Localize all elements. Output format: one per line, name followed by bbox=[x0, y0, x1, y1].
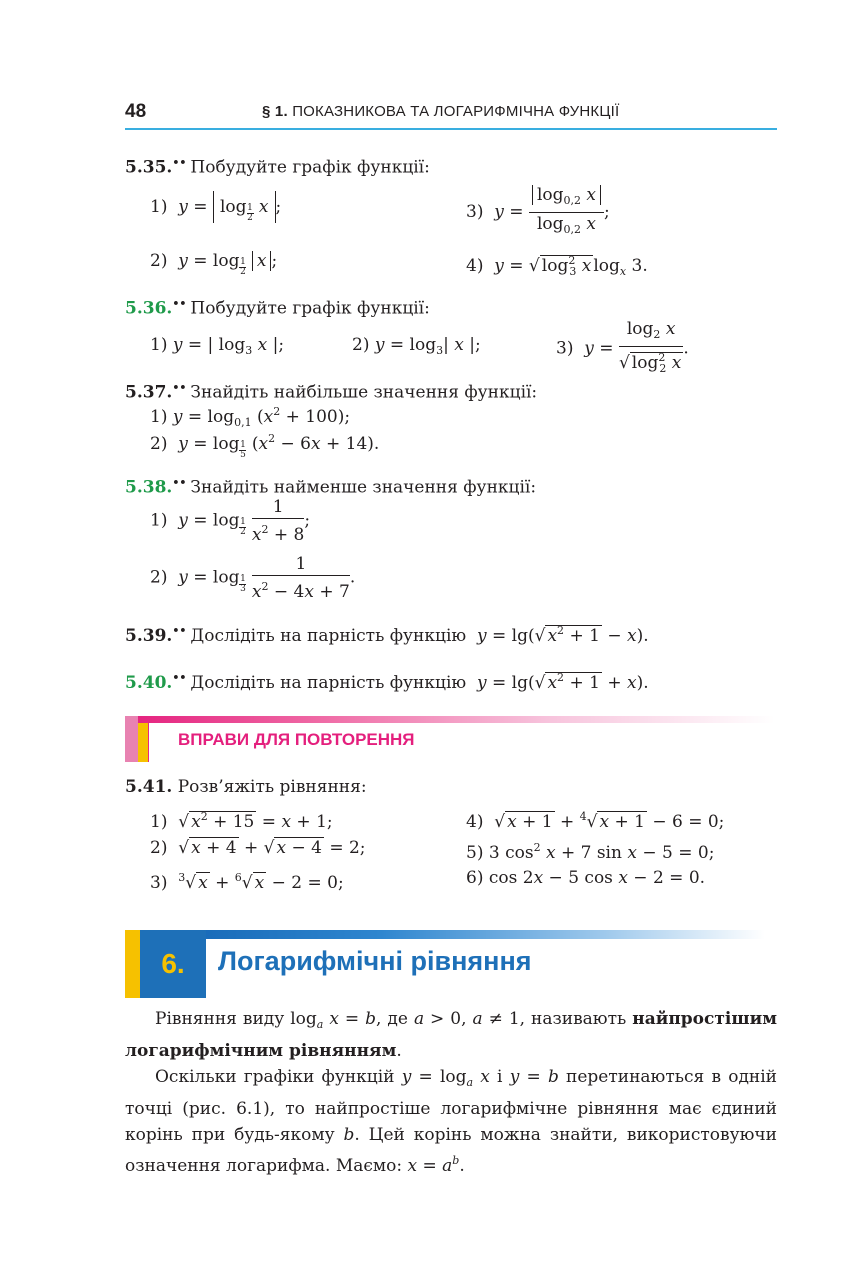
exercise-text: Знайдіть найбільше значення функції: bbox=[190, 382, 538, 403]
exercise-number: 5.40. bbox=[125, 673, 173, 693]
text-run: Рівняння виду bbox=[155, 1009, 291, 1029]
text-run: > 0, bbox=[424, 1009, 473, 1029]
formula-5-36-3: 3) y = $\frac{\log_2 x}{√ \log^2_2 x}$ . bbox=[556, 319, 689, 375]
section-banner bbox=[125, 930, 765, 939]
text-run: і bbox=[489, 1067, 510, 1087]
exercise-number: 5.37. bbox=[125, 382, 173, 403]
exercise-number: 5.35. bbox=[125, 157, 173, 178]
difficulty-dots: •• bbox=[172, 297, 187, 310]
exercise-number: 5.36. bbox=[125, 298, 173, 319]
review-heading: ВПРАВИ ДЛЯ ПОВТОРЕННЯ bbox=[178, 730, 415, 749]
exercise-text: Дослідіть на парність функцію bbox=[190, 673, 467, 693]
formula-5-41-1: 1) √ $x^2 + 15 = x + 1$; bbox=[150, 810, 333, 832]
exercise-5-35 bbox=[125, 152, 430, 179]
difficulty-dots: •• bbox=[172, 476, 187, 489]
exercise-text: Розв’яжіть рівняння: bbox=[177, 777, 367, 797]
exercise-5-40 bbox=[125, 667, 649, 694]
difficulty-dots: •• bbox=[172, 156, 187, 169]
exercise-5-41 bbox=[125, 776, 367, 798]
exercise-number: 5.41. bbox=[125, 777, 173, 797]
formula-5-41-4: 4) √ x + 1 + $^4$√ x + 1 − 6 = 0; bbox=[466, 810, 725, 832]
formula-5-41-3: 3) $^3$√ x + $^6$√ x − 2 = 0; bbox=[150, 871, 344, 893]
formula-5-35-1: 1) y = log $\frac{1}{2}$ x ; bbox=[150, 196, 281, 223]
exercise-text: Знайдіть найменше значення функції: bbox=[190, 477, 537, 498]
formula-5-38-1: 1) y = log $\frac{1}{2}$ $\frac{1}{x^2 + 8}$ ; bbox=[150, 497, 311, 545]
formula-5-37-1: 1) $y = \log_{0,1} (x^2 + 100)$; bbox=[150, 405, 351, 429]
formula-5-39: y = lg(√ $x^2 + 1 - x$). bbox=[477, 624, 649, 646]
exercise-5-37 bbox=[125, 377, 537, 404]
exercise-text: Побудуйте графік функції: bbox=[190, 157, 430, 178]
running-title-text: ПОКАЗНИКОВА ТА ЛОГАРИФМІЧНА ФУНКЦІЇ bbox=[292, 103, 620, 120]
review-banner-accent bbox=[138, 723, 148, 762]
formula-5-41-2: 2) √ x + 4 + √ x − 4 = 2; bbox=[150, 838, 366, 858]
difficulty-dots: •• bbox=[172, 624, 187, 638]
text-run: , де bbox=[376, 1009, 414, 1029]
header-rule bbox=[125, 128, 777, 130]
difficulty-dots: •• bbox=[172, 381, 187, 394]
formula-5-41-6: 6) cos 2x − 5 cos x − 2 = 0. bbox=[466, 868, 706, 888]
exercise-5-38 bbox=[125, 472, 536, 499]
exercise-text: Дослідіть на парність функцію bbox=[190, 626, 467, 646]
formula-5-35-4: 4) y = √ $\log^2_3 x$ $\log_x 3$. bbox=[466, 254, 648, 278]
formula-5-38-2: 2) y = log $\frac{1}{3}$ $\frac{1}{x^2 - 4x + 7}$ . bbox=[150, 554, 356, 602]
running-title bbox=[262, 103, 619, 120]
exercise-text: Побудуйте графік функції: bbox=[190, 298, 430, 319]
section-banner-accent bbox=[125, 930, 140, 998]
text-run: перетинаються в одній точці (рис. 6.1), то найпростіше логарифмічне рівняння має єдиний корінь при будь-якому bbox=[125, 1067, 778, 1145]
difficulty-dots: •• bbox=[172, 671, 187, 685]
formula-5-41-5: 5) 3 $\cos^2 x + 7$ sin x − 5 = 0; bbox=[466, 841, 715, 863]
review-banner-tab bbox=[125, 716, 138, 762]
section-title: Логарифмічні рівняння bbox=[218, 946, 532, 976]
text-run: ≠ 1, називають bbox=[482, 1009, 633, 1029]
exercise-5-39 bbox=[125, 620, 649, 647]
formula-5-37-2: 2) y = log $\frac{1}{5}$ $(x^2 - 6x + 14)$. bbox=[150, 432, 380, 460]
paragraph-2: Оскільки графіки функцій $y = \log_a x$ і y = b перетинаються в одній точці (рис. 6.1), то найпростіше логарифмічне рівняння має єдиний корінь при будь-якому b. Цей корінь можна знайти, використовуючи означення логарифма. Маємо: $x = a^b$. bbox=[125, 1067, 778, 1176]
text-run: Оскільки графіки функцій bbox=[155, 1067, 402, 1087]
formula-5-35-2: 2) y = log $\frac{1}{2}$ x ; bbox=[150, 251, 278, 277]
body-text bbox=[125, 1006, 777, 1179]
section-mark: § 1. bbox=[262, 103, 288, 120]
exercise-5-36 bbox=[125, 293, 430, 320]
term-bold: найпростішим логарифмічним рівнянням bbox=[125, 1009, 777, 1061]
text-run: . bbox=[396, 1041, 402, 1061]
exercise-number: 5.39. bbox=[125, 626, 173, 646]
page-number: 48 bbox=[125, 101, 147, 122]
section-number: 6. bbox=[161, 948, 185, 979]
formula-5-40: y = lg(√ $x^2 + 1 + x$). bbox=[477, 671, 649, 693]
text-run: . Цей корінь можна знайти, використовуючи означення логарифма. Маємо: bbox=[125, 1125, 777, 1176]
formula-5-36-1: 1) y = | $\log_3 x$ |; bbox=[150, 335, 285, 357]
formula-5-35-3: 3) y = $\frac{\log_{0,2} x}{\log_{0,2} x}$ ; bbox=[466, 185, 610, 236]
paragraph-1: Рівняння виду $\log_a x = b$, де a > 0, a ≠ 1, називають найпростішим логарифмічним рівнянням. bbox=[125, 1009, 777, 1061]
formula-5-36-2: 2) $y = \log_3|$ x |; bbox=[352, 335, 481, 357]
exercise-number: 5.38. bbox=[125, 477, 173, 498]
